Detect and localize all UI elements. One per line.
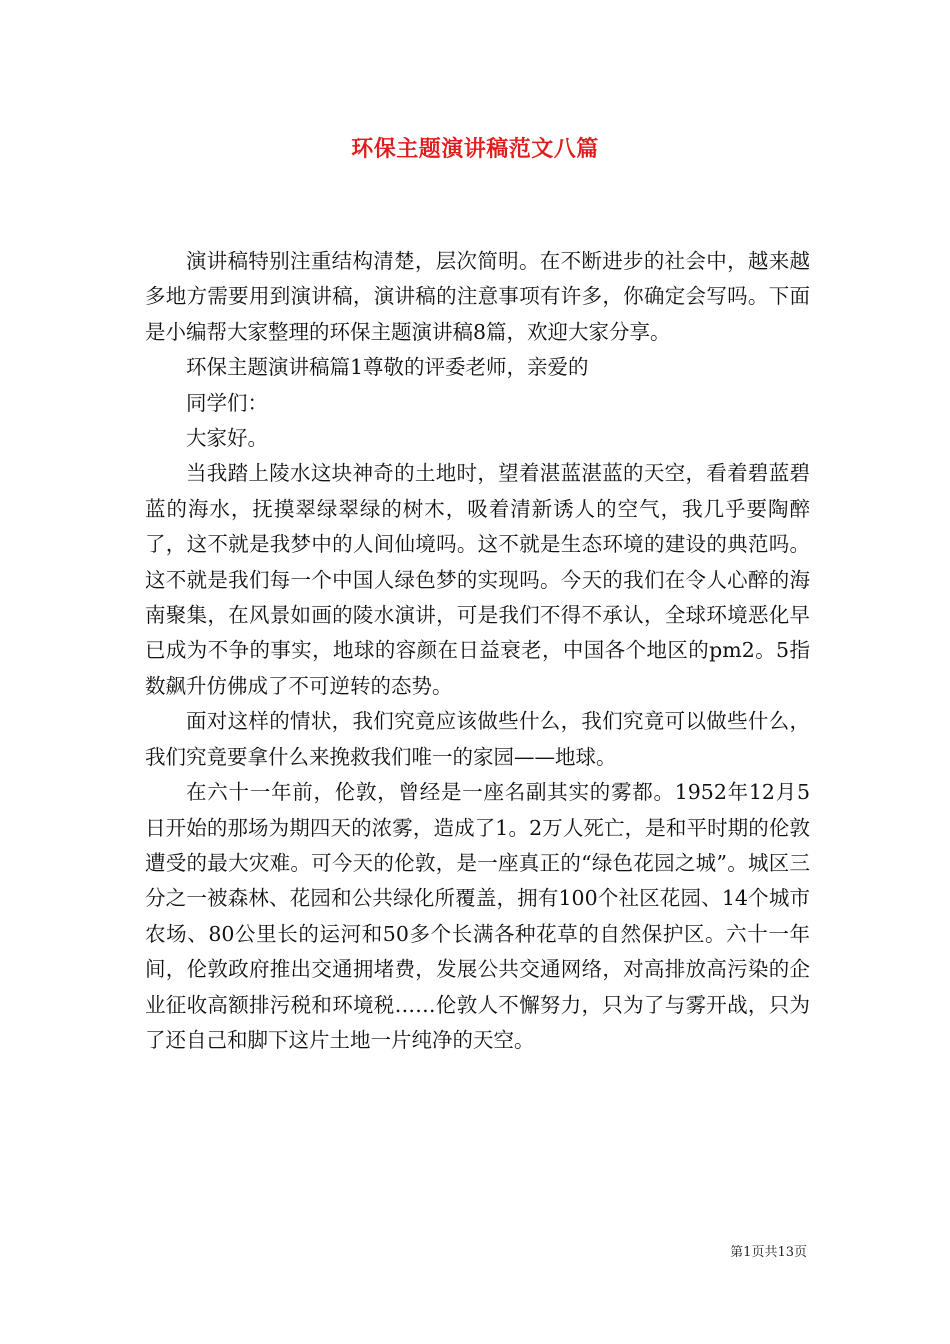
page-number: 第1页共13页 xyxy=(730,1245,807,1260)
paragraph-intro: 演讲稿特别注重结构清楚，层次简明。在不断进步的社会中，越来越多地方需要用到演讲稿，演讲稿的注意事项有许多，你确定会写吗。下面是小编帮大家整理的环保主题演讲稿8篇，欢迎大家分享。 xyxy=(145,249,810,344)
document-title: 环保主题演讲稿范文八篇 xyxy=(351,136,599,162)
paragraph-question: 面对这样的情状，我们究竟应该做些什么，我们究竟可以做些什么，我们究竟要拿什么来挽救我们唯一的家园——地球。 xyxy=(145,709,810,769)
paragraph-london: 在六十一年前，伦敦，曾经是一座名副其实的雾都。1952年12月5日开始的那场为期四天的浓雾，造成了1。2万人死亡，是和平时期的伦敦遭受的最大灾难。可今天的伦敦，是一座真正的“绿色花园之城”。城区三分之一被森林、花园和公共绿化所覆盖，拥有100个社区花园、14个城市农场、80公里长的运河和50多个长满各种花草的自然保护区。六十一年间，伦敦政府推出交通拥堵费，发展公共交通网络，对高排放高污染的企业征收高额排污税和环境税……伦敦人不懈努力，只为了与雾开战，只为了还自己和脚下这片土地一片纯净的天空。 xyxy=(145,780,810,1052)
paragraph-lingshui: 当我踏上陵水这块神奇的土地时，望着湛蓝湛蓝的天空，看着碧蓝碧蓝的海水，抚摸翠绿翠绿的树木，吸着清新诱人的空气，我几乎要陶醉了，这不就是我梦中的人间仙境吗。这不就是生态环境的建设的典范吗。这不就是我们每一个中国人绿色梦的实现吗。今天的我们在令人心醉的海南聚集，在风景如画的陵水演讲，可是我们不得不承认，全球环境恶化早已成为不争的事实，地球的容颜在日益衰老，中国各个地区的pm2。5指数飙升仿佛成了不可逆转的态势。 xyxy=(145,461,810,698)
paragraph-salutation: 同学们： xyxy=(186,390,268,415)
document-body xyxy=(145,244,810,1058)
paragraph-speech-heading: 环保主题演讲稿篇1尊敬的评委老师，亲爱的 xyxy=(186,355,589,380)
paragraph-greeting: 大家好。 xyxy=(186,426,268,451)
